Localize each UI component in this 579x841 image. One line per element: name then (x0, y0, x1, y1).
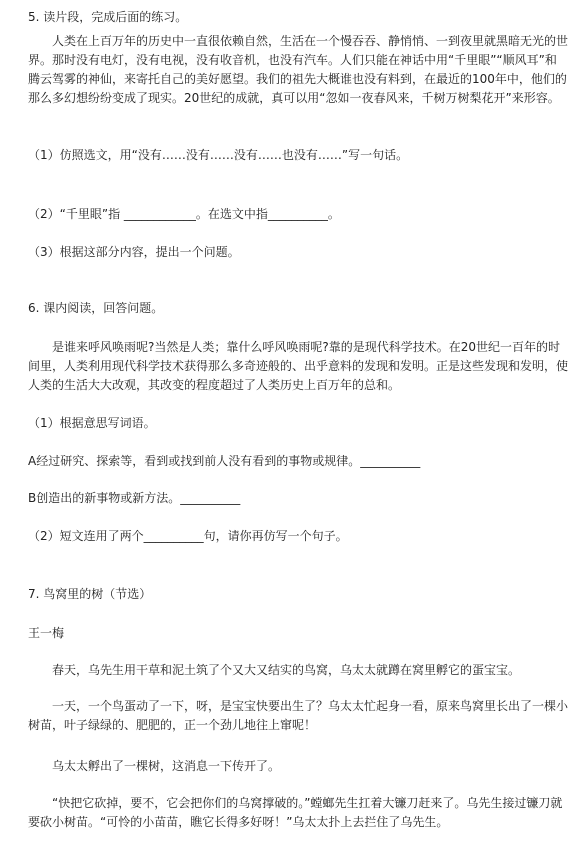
q5-passage: 人类在上百万年的历史中一直很依赖自然，生活在一个慢吞吞、静悄悄、一到夜里就黑暗无光的世界。那时没有电灯，没有电视，没有收音机，也没有汽车。人们只能在神话中用“千里眼”“顺风耳”和腾云驾雾的神仙，来寄托自己的美好愿望。我们的祖先大概谁也没有料到，在最近的100年中，他们的那么多幻想纷纷变成了现实。20世纪的成就，真可以用“忽如一夜春风来，千树万树梨花开”来形容。 (28, 34, 569, 105)
q5-sub1: （1）仿照选文，用“没有……没有……没有……也没有……”写一句话。 (28, 148, 409, 162)
q6-sub-b: B创造出的新事物或新方法。__________ (28, 491, 241, 505)
q7-author: 王一梅 (28, 626, 65, 640)
q6-sub1: （1）根据意思写词语。 (28, 416, 156, 430)
q6-passage: 是谁来呼风唤雨呢?当然是人类；靠什么呼风唤雨呢?靠的是现代科学技术。在20世纪一百年的时间里，人类利用现代科学技术获得那么多奇迹般的、出乎意料的发现和发明。正是这些发现和发明，使人类的生活大大改观，其改变的程度超过了人类历史上百万年的总和。 (28, 340, 569, 392)
q7-title: 7. 鸟窝里的树（节选） (28, 587, 152, 601)
q7-paragraph-2: 一天，一个鸟蛋动了一下，呀，是宝宝快要出生了？乌太太忙起身一看，原来鸟窝里长出了一棵小树苗，叶子绿绿的、肥肥的，正一个劲儿地往上窜呢！ (28, 699, 569, 732)
q6-sub2: （2）短文连用了两个__________句，请你再仿写一个句子。 (28, 529, 348, 543)
q6-sub-a: A经过研究、探索等，看到或找到前人没有看到的事物或规律。__________ (28, 454, 421, 468)
q5-sub2: （2）“千里眼”指 ____________。在选文中指__________。 (28, 207, 340, 221)
q7-paragraph-3: 乌太太孵出了一棵树，这消息一下传开了。 (52, 759, 281, 773)
q5-title: 5. 读片段，完成后面的练习。 (28, 10, 188, 24)
q7-paragraph-1: 春天，乌先生用干草和泥土筑了个又大又结实的鸟窝，乌太太就蹲在窝里孵它的蛋宝宝。 (52, 663, 521, 677)
q5-sub3: （3）根据这部分内容，提出一个问题。 (28, 245, 240, 259)
q7-paragraph-4: “快把它砍掉，要不，它会把你们的乌窝撑破的。”螳螂先生扛着大镰刀赶来了。乌先生接过镰刀就要砍小树苗。“可怜的小苗苗，瞧它长得多好呀！”乌太太扑上去拦住了乌先生。 (28, 796, 563, 829)
q6-title: 6. 课内阅读，回答问题。 (28, 301, 164, 315)
